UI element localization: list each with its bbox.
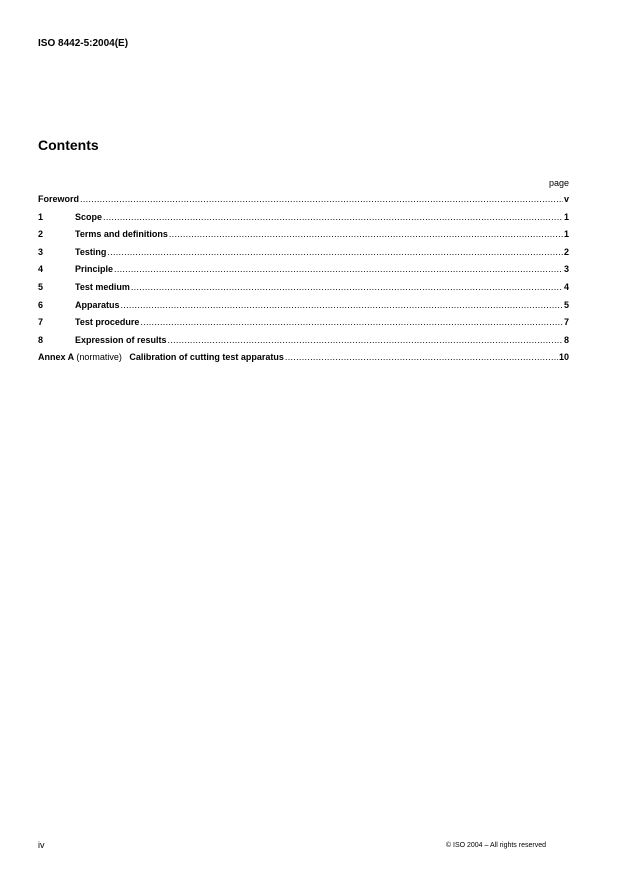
- page-column-label: page: [548, 178, 569, 188]
- toc-entry-number: 6: [38, 299, 44, 310]
- toc-entry-title: Expression of results: [75, 334, 167, 345]
- toc-dot-leader: [169, 229, 563, 240]
- toc-entry-test-procedure[interactable]: [38, 317, 569, 335]
- toc-dot-leader: [140, 317, 563, 328]
- toc-entry-number: 4: [38, 264, 44, 275]
- toc-entry-page: 7: [563, 317, 569, 328]
- toc-dot-leader: [114, 264, 563, 275]
- toc-entry-page: v: [563, 194, 569, 204]
- toc-entry-number: 8: [38, 334, 44, 345]
- toc-dot-leader: [168, 335, 563, 346]
- toc-entry-page: 4: [563, 281, 569, 292]
- footer-copyright: © ISO 2004 – All rights reserved: [445, 842, 546, 849]
- toc-entry-number: 5: [38, 281, 44, 292]
- toc-entry-page: 1: [563, 229, 569, 240]
- toc-entry-page: 3: [563, 264, 569, 275]
- toc-entry-testing[interactable]: [38, 247, 569, 265]
- toc-dot-leader: [121, 300, 563, 311]
- toc-entry-title: Terms and definitions: [75, 229, 168, 240]
- contents-heading: Contents: [38, 137, 99, 153]
- toc-entry-title: Scope: [75, 211, 103, 222]
- toc-entry-number: 7: [38, 317, 44, 328]
- toc-entry-page: 5: [563, 299, 569, 310]
- footer-page-number: iv: [38, 840, 45, 850]
- toc-entry-title: Foreword: [38, 194, 80, 204]
- toc-dot-leader: [131, 282, 563, 293]
- toc-entry-page: 1: [563, 211, 569, 222]
- toc-entry-number: 1: [38, 211, 44, 222]
- toc-entry-apparatus[interactable]: [38, 300, 569, 318]
- toc-entry-annex-a[interactable]: [38, 352, 569, 370]
- annex-label: Annex A: [38, 352, 74, 363]
- toc-entry-scope[interactable]: [38, 212, 569, 230]
- toc-dot-leader: [285, 352, 558, 363]
- toc-entry-title: Apparatus: [75, 299, 120, 310]
- table-of-contents: [38, 194, 569, 370]
- toc-entry-test-medium[interactable]: [38, 282, 569, 300]
- toc-annex-label: [38, 352, 285, 363]
- toc-entry-page: 10: [558, 352, 569, 363]
- toc-dot-leader: [103, 212, 563, 223]
- toc-dot-leader: [107, 247, 563, 258]
- toc-entry-expression-of-results[interactable]: [38, 335, 569, 353]
- toc-entry-title: Test procedure: [75, 317, 140, 328]
- toc-entry-title: Test medium: [75, 281, 130, 292]
- annex-qualifier: (normative): [76, 352, 122, 363]
- toc-entry-foreword[interactable]: [38, 194, 569, 212]
- toc-entry-page: 2: [563, 246, 569, 257]
- toc-entry-title: Testing: [75, 246, 107, 257]
- toc-dot-leader: [80, 194, 563, 205]
- annex-title: Calibration of cutting test apparatus: [129, 352, 284, 363]
- toc-entry-page: 8: [563, 334, 569, 345]
- toc-entry-principle[interactable]: [38, 264, 569, 282]
- toc-entry-number: 3: [38, 246, 44, 257]
- toc-entry-title: Principle: [75, 264, 114, 275]
- toc-entry-number: 2: [38, 229, 44, 240]
- document-id: ISO 8442-5:2004(E): [38, 38, 129, 49]
- toc-entry-terms-and-definitions[interactable]: [38, 229, 569, 247]
